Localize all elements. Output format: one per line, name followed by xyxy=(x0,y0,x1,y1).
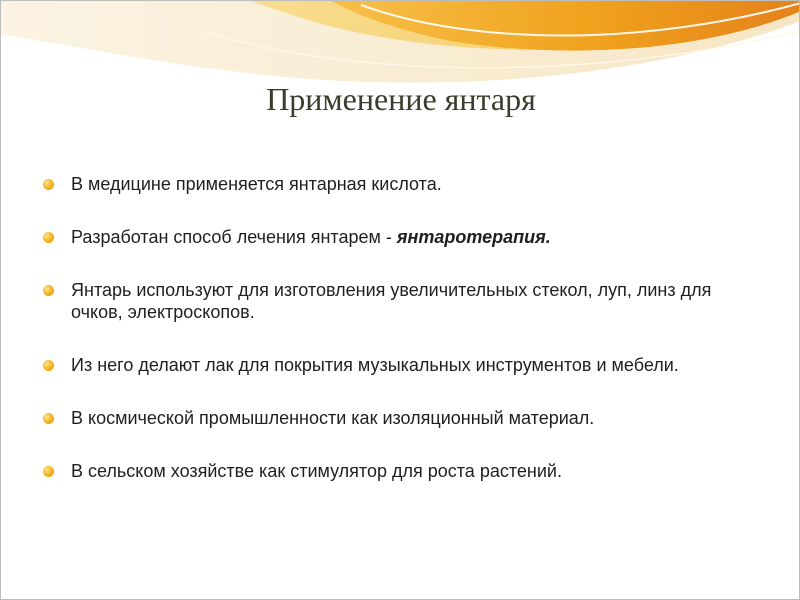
bullet-dot-icon xyxy=(43,413,54,424)
slide-title: Применение янтаря xyxy=(266,81,536,117)
bullet-text: В сельском хозяйстве как стимулятор для роста растений. xyxy=(71,461,562,481)
bullet-dot-icon xyxy=(43,285,54,296)
bullet-emphasis: янтаротерапия. xyxy=(396,227,551,247)
bullet-item xyxy=(41,226,741,248)
bullet-text: В космической промышленности как изоляционный материал. xyxy=(71,408,595,428)
bullet-text: В медицине применяется янтарная кислота. xyxy=(71,174,442,194)
bullet-item xyxy=(41,460,741,482)
bullet-item xyxy=(41,279,741,323)
bullet-dot-icon xyxy=(43,360,54,371)
bullet-item xyxy=(41,354,741,376)
bullet-dot-icon xyxy=(43,232,54,243)
bullet-text: Янтарь используют для изготовления увеличительных стекол, луп, линз для очков, электроскопов. xyxy=(71,280,712,322)
bullet-item xyxy=(41,173,741,195)
bullet-item xyxy=(41,407,741,429)
bullet-text: Из него делают лак для покрытия музыкальных инструментов и мебели. xyxy=(71,355,679,375)
bullet-dot-icon xyxy=(43,179,54,190)
bullet-dot-icon xyxy=(43,466,54,477)
bullet-text: Разработан способ лечения янтарем - xyxy=(71,227,397,247)
bullet-list xyxy=(41,173,741,482)
